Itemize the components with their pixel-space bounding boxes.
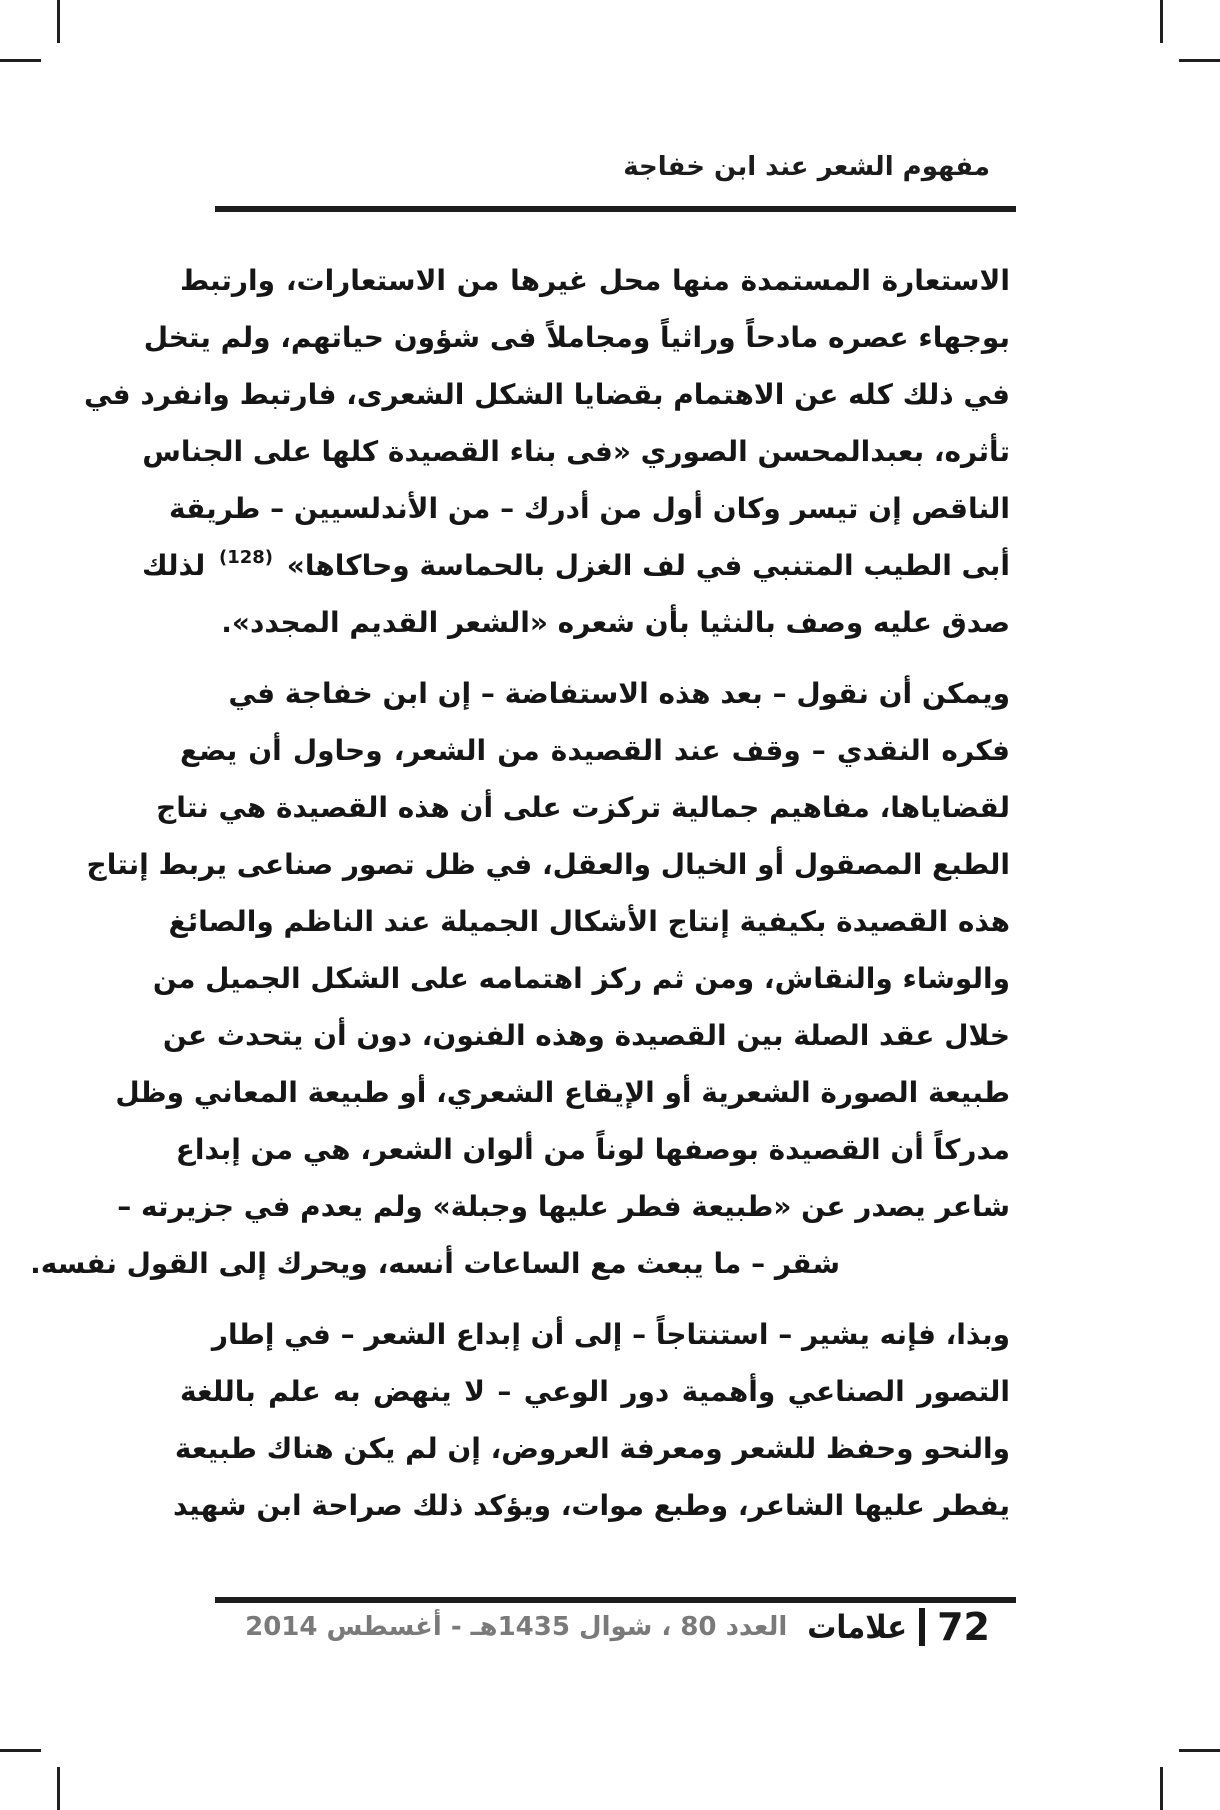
crop-mark-bottom-right-vertical (1160, 1767, 1163, 1810)
page-footer (245, 1605, 990, 1649)
text-line: شاعر يصدر عن «طبيعة فطر عليها وجبلة» ولم يعدم في جزيرته – (117, 1190, 1010, 1223)
text-line: في ذلك كله عن الاهتمام بقضايا الشكل الشعرى، فارتبط وانفرد في (83, 378, 1010, 411)
text-line: طبيعة الصورة الشعرية أو الإيقاع الشعري، أو طبيعة المعاني وظل (115, 1076, 1010, 1109)
crop-mark-top-left-vertical (57, 0, 60, 43)
body-text (30, 252, 1010, 1534)
header-rule (215, 206, 1016, 212)
text-line: مدركاً أن القصيدة بوصفها لوناً من ألوان الشعر، هي من إبداع (175, 1133, 1010, 1166)
crop-mark-bottom-left-horizontal (0, 1749, 41, 1752)
text-line: هذه القصيدة بكيفية إنتاج الأشكال الجميلة عند الناظم والصائغ (168, 905, 1010, 938)
page-title: مفهوم الشعر عند ابن خفاجة (623, 152, 990, 182)
journal-logo: علامات (807, 1607, 908, 1647)
text-line: خلال عقد الصلة بين القصيدة وهذه الفنون، دون أن يتحدث عن (162, 1019, 1010, 1052)
text-after-footnote: لذلك (141, 549, 206, 582)
text-line: والنحو وحفظ للشعر ومعرفة العروض، إن لم يكن هناك طبيعة (174, 1432, 1010, 1465)
footer-divider (919, 1608, 925, 1646)
text-before-footnote: أبى الطيب المتنبي في لف الغزل بالحماسة وحاكاها» (286, 549, 1010, 582)
text-line: وبذا، فإنه يشير – استنتاجاً – إلى أن إبداع الشعر – في إطار (211, 1318, 1010, 1351)
text-line: صدق عليه وصف بالنثيا بأن شعره «الشعر القديم المجدد». (221, 606, 1010, 639)
text-line-with-footnote (141, 537, 1010, 594)
text-line: بوجهاء عصره مادحاً وراثياً ومجاملاً فى شؤون حياتهم، ولم يتخل (143, 321, 1010, 354)
text-line: شقر – ما يبعث مع الساعات أنسه، ويحرك إلى القول نفسه. (30, 1247, 840, 1280)
text-line: لقضاياها، مفاهيم جمالية تركزت على أن هذه القصيدة هي نتاج (156, 791, 1010, 824)
issue-info: العدد 80 ، شوال 1435هـ - أغسطس 2014 (245, 1612, 788, 1642)
text-line: التصور الصناعي وأهمية دور الوعي – لا ينهض به علم باللغة (180, 1375, 1010, 1408)
crop-mark-top-right-horizontal (1179, 59, 1220, 62)
crop-mark-bottom-left-vertical (57, 1767, 60, 1810)
text-line: الطبع المصقول أو الخيال والعقل، في ظل تصور صناعى يربط إنتاج (86, 848, 1010, 881)
text-line: الاستعارة المستمدة منها محل غيرها من الاستعارات، وارتبط (180, 264, 1010, 297)
text-line: فكره النقدي – وقف عند القصيدة من الشعر، وحاول أن يضع (180, 734, 1010, 767)
crop-mark-top-left-horizontal (0, 59, 41, 62)
text-line: يفطر عليها الشاعر، وطبع موات، ويؤكد ذلك صراحة ابن شهيد (172, 1489, 1010, 1522)
footer-rule (215, 1597, 1016, 1603)
page-number: 72 (937, 1605, 990, 1649)
text-line: الناقص إن تيسر وكان أول من أدرك – من الأندلسيين – طريقة (168, 492, 1010, 525)
text-line: والوشاء والنقاش، ومن ثم ركز اهتمامه على الشكل الجميل من (152, 962, 1010, 995)
text-line: ويمكن أن نقول – بعد هذه الاستفاضة – إن ابن خفاجة في (228, 677, 1010, 710)
crop-mark-top-right-vertical (1160, 0, 1163, 43)
footnote-ref: (128) (218, 547, 274, 568)
crop-mark-bottom-right-horizontal (1179, 1749, 1220, 1752)
text-line: تأثره، بعبدالمحسن الصوري «فى بناء القصيدة كلها على الجناس (142, 435, 1010, 468)
